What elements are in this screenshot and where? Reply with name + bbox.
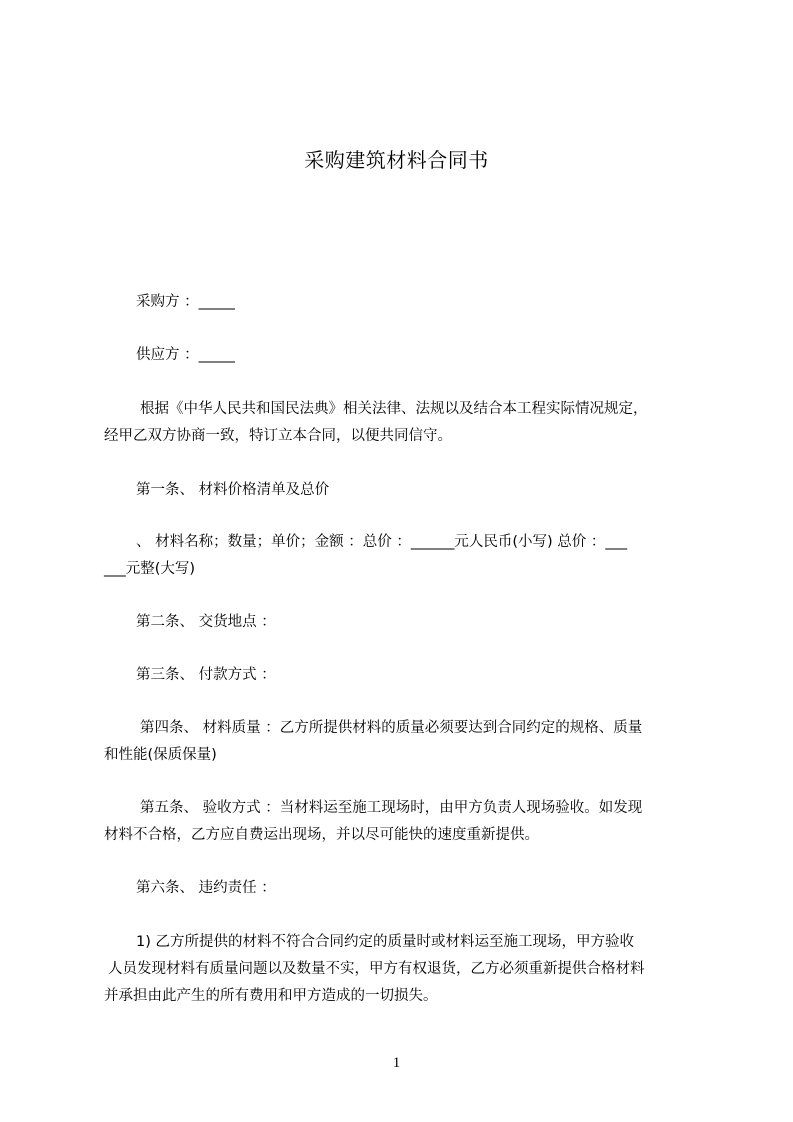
supplier-line: 供应方 ：_____ (136, 347, 235, 363)
document-title: 采购建筑材料合同书 (304, 148, 489, 172)
article-1-line-1: 、 材料名称；数量；单价；金额 ：总价 ：______元人民币(小写) 总价 ：___ (136, 534, 628, 550)
article-6-item-1-line-1: 1) 乙方所提供的材料不符合合同约定的质量时或材料运至施工现场，甲方验收 (136, 934, 634, 950)
article-5-line-2: 材料不合格，乙方应自费运出现场，并以尽可能快的速度重新提供。 (104, 827, 539, 843)
article-2-heading: 第二条、 交货地点 ： (136, 614, 276, 630)
intro-line-1: 根据《中华人民共和国民法典》相关法律、法规以及结合本工程实际情况规定， (140, 401, 648, 417)
article-3-heading: 第三条、 付款方式 ： (136, 667, 276, 683)
article-6-item-1-line-2: 人员发现材料有质量问题以及数量不实，甲方有权退货，乙方必须重新提供合格材料 (108, 961, 645, 977)
article-5-line-1: 第五条、 验收方式 ：当材料运至施工现场时，由甲方负责人现场验收。如发现 (140, 800, 643, 816)
page-number: 1 (392, 1055, 401, 1071)
buyer-line: 采购方 ：_____ (136, 294, 235, 310)
article-1-heading: 第一条、 材料价格清单及总价 (136, 482, 330, 498)
article-6-item-1-line-3: 并承担由此产生的所有费用和甲方造成的一切损失。 (104, 988, 438, 1004)
article-4-line-2: 和性能(保质保量) (104, 747, 217, 763)
article-4-line-1: 第四条、 材料质量 ：乙方所提供材料的质量必须要达到合同约定的规格、质量 (140, 720, 643, 736)
intro-line-2: 经甲乙双方协商一致，特订立本合同，以便共同信守。 (104, 428, 452, 444)
article-6-heading: 第六条、 违约责任 ： (136, 880, 276, 896)
article-1-line-2: ___元整(大写) (104, 561, 196, 577)
